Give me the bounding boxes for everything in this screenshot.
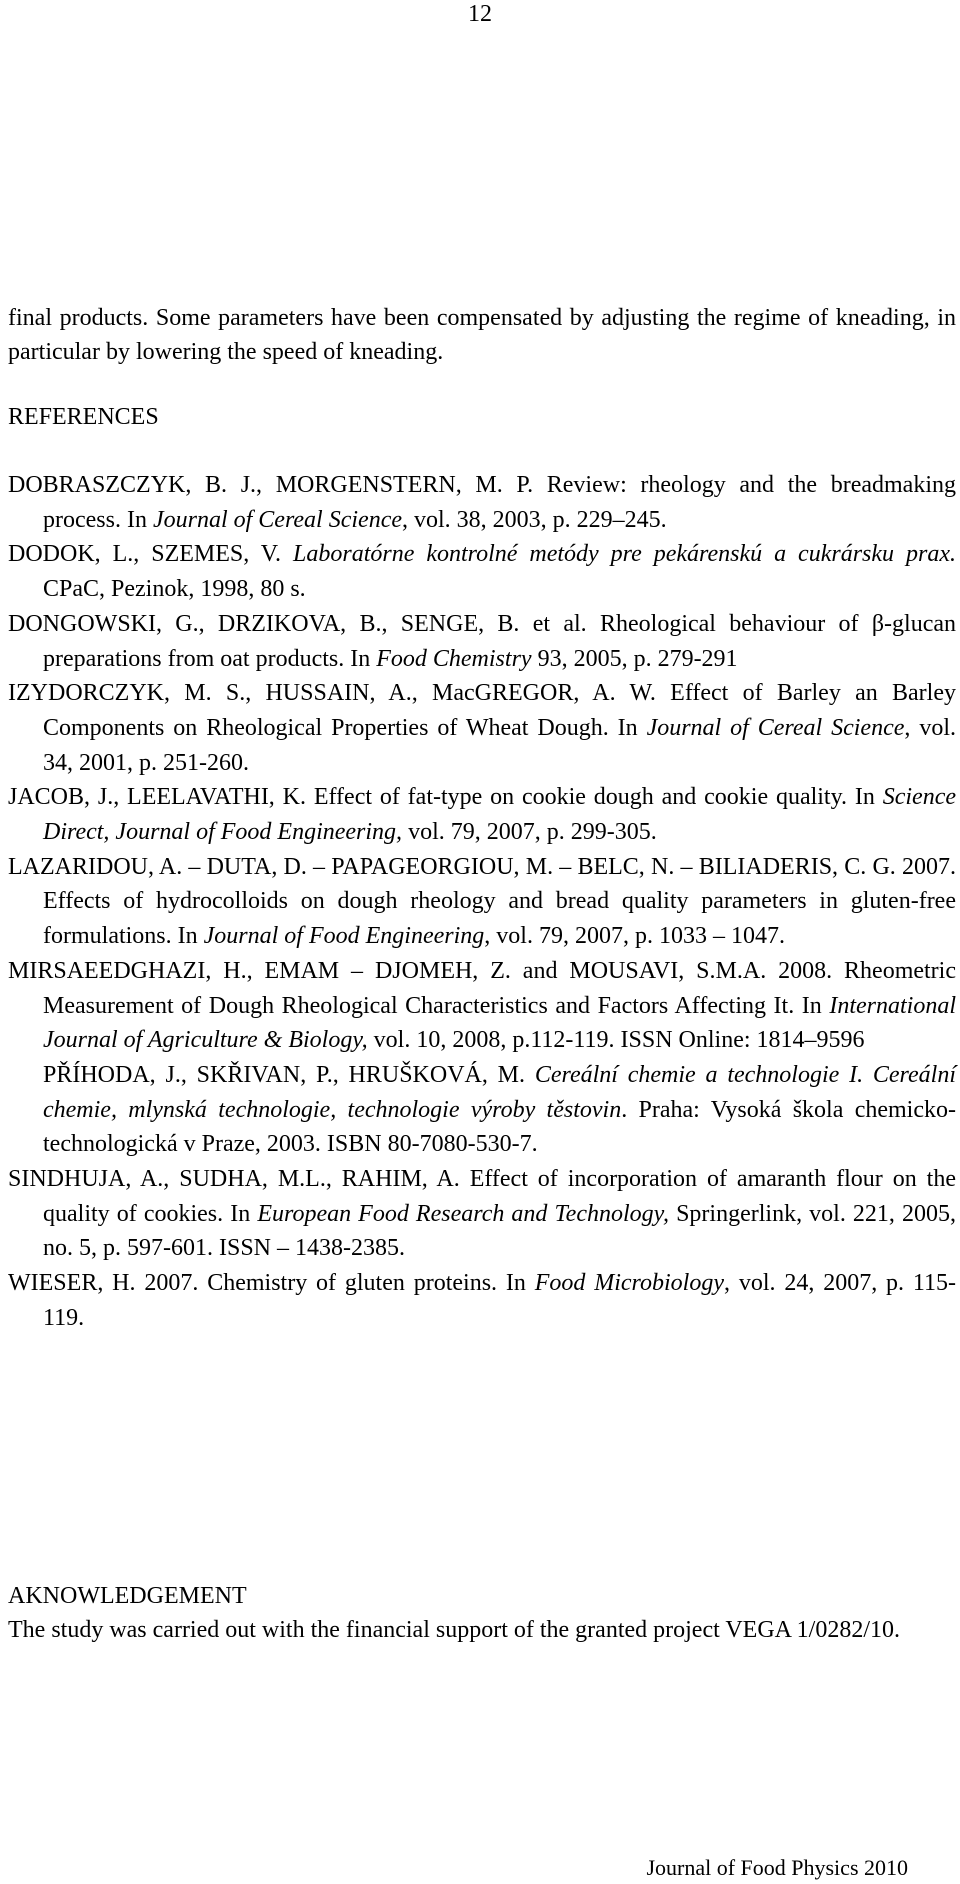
journal-footer: Journal of Food Physics 2010 <box>646 1855 908 1880</box>
intro-paragraph: final products. Some parameters have been compensated by adjusting the regime of kneading, in particular by lowering the speed of kneading. <box>8 305 956 365</box>
reference-item: DODOK, L., SZEMES, V. Laboratórne kontrolné metódy pre pekárenskú a cukrársku prax. CPaC, Pezinok, 1998, 80 s. <box>8 541 956 603</box>
reference-item: DOBRASZCZYK, B. J., MORGENSTERN, M. P. Review: rheology and the breadmaking process. In Journal of Cereal Science, vol. 38, 2003, p. 229–245. <box>8 472 956 533</box>
reference-item: MIRSAEEDGHAZI, H., EMAM – DJOMEH, Z. and MOUSAVI, S.M.A. 2008. Rheometric Measurement of Dough Rheological Characteristics and Factors Affecting It. In International Journal of Agriculture & Biology, vol. 10, 2008, p.112-119. ISSN Online: 1814–9596 <box>8 957 956 1054</box>
reference-item: DONGOWSKI, G., DRZIKOVA, B., SENGE, B. et al. Rheological behaviour of β-glucan preparations from oat products. In Food Chemistry 93, 2005, p. 279-291 <box>8 610 957 672</box>
references-heading: REFERENCES <box>8 404 159 430</box>
reference-item: JACOB, J., LEELAVATHI, K. Effect of fat-type on cookie dough and cookie quality. In Science Direct, Journal of Food Engineering, vol. 79, 2007, p. 299-305. <box>8 784 956 846</box>
page-number: 12 <box>468 1 492 27</box>
reference-item: WIESER, H. 2007. Chemistry of gluten proteins. In Food Microbiology, vol. 24, 2007, p. 115-119. <box>8 1270 956 1331</box>
reference-item: SINDHUJA, A., SUDHA, M.L., RAHIM, A. Effect of incorporation of amaranth flour on the quality of cookies. In European Food Research and Technology, Springerlink, vol. 221, 2005, no. 5, p. 597-601. ISSN – 1438-2385. <box>8 1166 957 1262</box>
reference-item: LAZARIDOU, A. – DUTA, D. – PAPAGEORGIOU, M. – BELC, N. – BILIADERIS, C. G. 2007. Effects of hydrocolloids on dough rheology and bread quality parameters in gluten-free formulations. In Journal of Food Engineering, vol. 79, 2007, p. 1033 – 1047. <box>8 853 956 950</box>
acknowledgement-text: The study was carried out with the financial support of the granted project VEGA 1/0282/10. <box>8 1617 901 1643</box>
reference-item: PŘÍHODA, J., SKŘIVAN, P., HRUŠKOVÁ, M. Cereální chemie a technologie I. Cereální chemie, mlynská technologie, technologie výroby těstovin. Praha: Vysoká škola chemicko-technologická v Praze, 2003. ISBN 80-7080-530-7. <box>43 1061 956 1158</box>
reference-item: IZYDORCZYK, M. S., HUSSAIN, A., MacGREGOR, A. W. Effect of Barley an Barley Components on Rheological Properties of Wheat Dough. In Journal of Cereal Science, vol. 34, 2001, p. 251-260. <box>8 680 956 776</box>
acknowledgement-heading: AKNOWLEDGEMENT <box>8 1583 247 1609</box>
reference-list <box>8 468 956 1336</box>
